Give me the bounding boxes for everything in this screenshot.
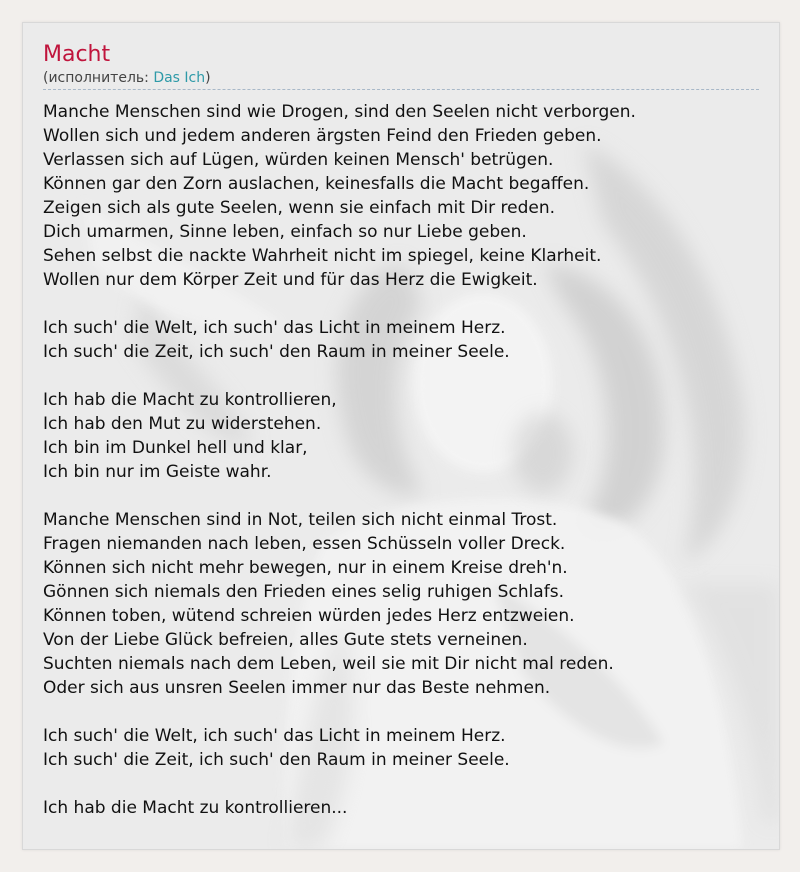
lyrics-line: Verlassen sich auf Lügen, würden keinen Mensch' betrügen. xyxy=(43,150,554,170)
lyrics-line: Zeigen sich als gute Seelen, wenn sie einfach mit Dir reden. xyxy=(43,198,556,218)
lyrics-line: Ich such' die Zeit, ich such' den Raum in meiner Seele. xyxy=(43,342,510,362)
lyrics-line: Ich hab den Mut zu widerstehen. xyxy=(43,414,322,434)
artist-line xyxy=(43,69,759,90)
lyrics-line: Ich such' die Welt, ich such' das Licht in meinem Herz. xyxy=(43,318,506,338)
lyrics-stanza xyxy=(43,796,759,820)
lyrics-line: Können gar den Zorn auslachen, keinesfalls die Macht begaffen. xyxy=(43,174,590,194)
lyrics-stanza xyxy=(43,724,759,772)
lyrics-line: Oder sich aus unsren Seelen immer nur das Beste nehmen. xyxy=(43,678,551,698)
lyrics-line: Ich hab die Macht zu kontrollieren... xyxy=(43,798,348,818)
lyrics-line: Ich such' die Zeit, ich such' den Raum in meiner Seele. xyxy=(43,750,510,770)
lyrics-line: Wollen sich und jedem anderen ärgsten Feind den Frieden geben. xyxy=(43,126,602,146)
lyrics-line: Ich hab die Macht zu kontrollieren, xyxy=(43,390,337,410)
lyrics-text xyxy=(43,100,759,820)
lyrics-stanza xyxy=(43,388,759,484)
artist-suffix: ) xyxy=(205,70,211,86)
lyrics-line: Gönnen sich niemals den Frieden eines selig ruhigen Schlafs. xyxy=(43,582,564,602)
lyrics-line: Können toben, wütend schreien würden jedes Herz entzweien. xyxy=(43,606,575,626)
lyrics-line: Ich bin im Dunkel hell und klar, xyxy=(43,438,308,458)
artist-prefix: (исполнитель: xyxy=(43,70,154,86)
lyrics-stanza xyxy=(43,508,759,700)
song-title: Macht xyxy=(43,42,111,67)
song-content xyxy=(43,41,759,844)
lyrics-line: Ich such' die Welt, ich such' das Licht in meinem Herz. xyxy=(43,726,506,746)
lyrics-stanza xyxy=(43,100,759,292)
lyrics-line: Suchten niemals nach dem Leben, weil sie mit Dir nicht mal reden. xyxy=(43,654,614,674)
lyrics-line: Fragen niemanden nach leben, essen Schüsseln voller Dreck. xyxy=(43,534,566,554)
lyrics-line: Sehen selbst die nackte Wahrheit nicht im spiegel, keine Klarheit. xyxy=(43,246,602,266)
lyrics-line: Manche Menschen sind wie Drogen, sind den Seelen nicht verborgen. xyxy=(43,102,636,122)
lyrics-line: Wollen nur dem Körper Zeit und für das Herz die Ewigkeit. xyxy=(43,270,538,290)
lyrics-line: Manche Menschen sind in Not, teilen sich nicht einmal Trost. xyxy=(43,510,558,530)
lyrics-card xyxy=(22,22,780,850)
artist-link[interactable]: Das Ich xyxy=(153,70,206,86)
lyrics-line: Können sich nicht mehr bewegen, nur in einem Kreise dreh'n. xyxy=(43,558,568,578)
lyrics-line: Dich umarmen, Sinne leben, einfach so nur Liebe geben. xyxy=(43,222,527,242)
lyrics-line: Von der Liebe Glück befreien, alles Gute stets verneinen. xyxy=(43,630,528,650)
lyrics-stanza xyxy=(43,316,759,364)
lyrics-line: Ich bin nur im Geiste wahr. xyxy=(43,462,272,482)
